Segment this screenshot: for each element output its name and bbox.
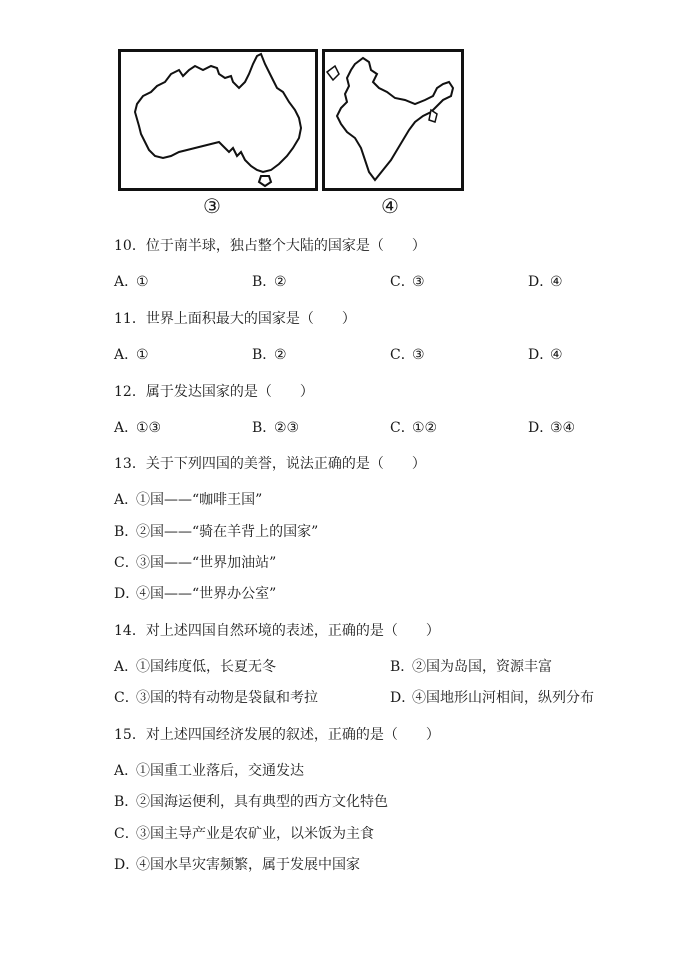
option-text: ②国为岛国，资源丰富 [412, 659, 552, 675]
option-letter: D． [528, 347, 554, 363]
question-12-option-b[interactable] [252, 419, 299, 437]
option-text: ③ [412, 347, 425, 363]
question-15-option-a[interactable] [114, 762, 304, 780]
option-letter: C． [390, 420, 415, 436]
question-13-option-a[interactable] [114, 491, 262, 509]
question-15-option-d[interactable] [114, 856, 360, 874]
question-10-option-c[interactable] [390, 273, 425, 291]
question-12-stem: 12．属于发达国家的是（ ） [114, 384, 314, 400]
question-14-option-a[interactable] [114, 658, 276, 676]
question-15-stem: 15．对上述四国经济发展的叙述，正确的是（ ） [114, 727, 440, 743]
option-text: ③国——“世界加油站” [136, 555, 277, 571]
option-text: ① [136, 347, 149, 363]
question-11-option-d[interactable] [528, 346, 563, 364]
option-text: ③④ [550, 420, 576, 436]
option-text: ④国水旱灾害频繁，属于发展中国家 [136, 857, 360, 873]
option-letter: B． [114, 794, 139, 810]
question-12-option-c[interactable] [390, 419, 437, 437]
option-letter: A． [114, 763, 139, 779]
option-text: ①国——“咖啡王国” [136, 492, 263, 508]
option-text: ③国的特有动物是袋鼠和考拉 [136, 690, 318, 706]
option-letter: B． [390, 659, 415, 675]
india-outline-image [325, 52, 461, 188]
option-letter: D． [390, 690, 416, 706]
option-text: ②③ [274, 420, 300, 436]
option-letter: C． [114, 826, 139, 842]
option-letter: A． [114, 420, 139, 436]
question-10-option-d[interactable] [528, 273, 563, 291]
question-13-option-c[interactable] [114, 554, 276, 572]
question-11-stem: 11．世界上面积最大的国家是（ ） [114, 311, 356, 327]
option-text: ② [274, 347, 287, 363]
option-letter: D． [528, 274, 554, 290]
option-letter: B． [252, 347, 277, 363]
question-14-stem: 14．对上述四国自然环境的表述，正确的是（ ） [114, 623, 440, 639]
option-letter: D． [528, 420, 554, 436]
option-letter: A． [114, 659, 139, 675]
option-letter: B． [252, 274, 277, 290]
question-11-option-c[interactable] [390, 346, 425, 364]
option-letter: A． [114, 274, 139, 290]
option-letter: A． [114, 492, 139, 508]
question-15-option-b[interactable] [114, 793, 388, 811]
question-10-option-b[interactable] [252, 273, 287, 291]
option-letter: D． [114, 857, 140, 873]
question-13-option-b[interactable] [114, 523, 318, 541]
option-letter: C． [390, 274, 415, 290]
question-10-option-a[interactable] [114, 273, 149, 291]
option-text: ①③ [136, 420, 162, 436]
question-11-option-b[interactable] [252, 346, 287, 364]
option-text: ①国重工业落后，交通发达 [136, 763, 304, 779]
option-letter: A． [114, 347, 139, 363]
option-text: ①② [412, 420, 438, 436]
map-figure-3 [118, 49, 318, 191]
option-letter: C． [114, 690, 139, 706]
option-text: ① [136, 274, 149, 290]
option-letter: C． [114, 555, 139, 571]
option-letter: C． [390, 347, 415, 363]
question-10-stem: 10．位于南半球，独占整个大陆的国家是（ ） [114, 238, 426, 254]
option-letter: B． [252, 420, 277, 436]
question-12-option-d[interactable] [528, 419, 575, 437]
map-label-4: ④ [381, 194, 399, 218]
option-text: ④国——“世界办公室” [136, 586, 277, 602]
question-13-stem: 13．关于下列四国的美誉，说法正确的是（ ） [114, 456, 426, 472]
question-15-option-c[interactable] [114, 825, 374, 843]
question-14-option-b[interactable] [390, 658, 552, 676]
option-text: ②国海运便利，具有典型的西方文化特色 [136, 794, 388, 810]
option-text: ③ [412, 274, 425, 290]
question-11-option-a[interactable] [114, 346, 149, 364]
australia-outline-image [121, 52, 315, 188]
question-14-option-d[interactable] [390, 689, 594, 707]
option-letter: D． [114, 586, 140, 602]
option-text: ①国纬度低，长夏无冬 [136, 659, 276, 675]
map-figure-4 [322, 49, 464, 191]
option-text: ②国——“骑在羊背上的国家” [136, 524, 319, 540]
option-text: ④ [550, 347, 563, 363]
map-label-3: ③ [203, 194, 221, 218]
option-text: ② [274, 274, 287, 290]
option-text: ④ [550, 274, 563, 290]
option-text: ④国地形山河相间，纵列分布 [412, 690, 594, 706]
question-14-option-c[interactable] [114, 689, 318, 707]
option-text: ③国主导产业是农矿业，以米饭为主食 [136, 826, 374, 842]
option-letter: B． [114, 524, 139, 540]
question-12-option-a[interactable] [114, 419, 161, 437]
question-13-option-d[interactable] [114, 585, 276, 603]
